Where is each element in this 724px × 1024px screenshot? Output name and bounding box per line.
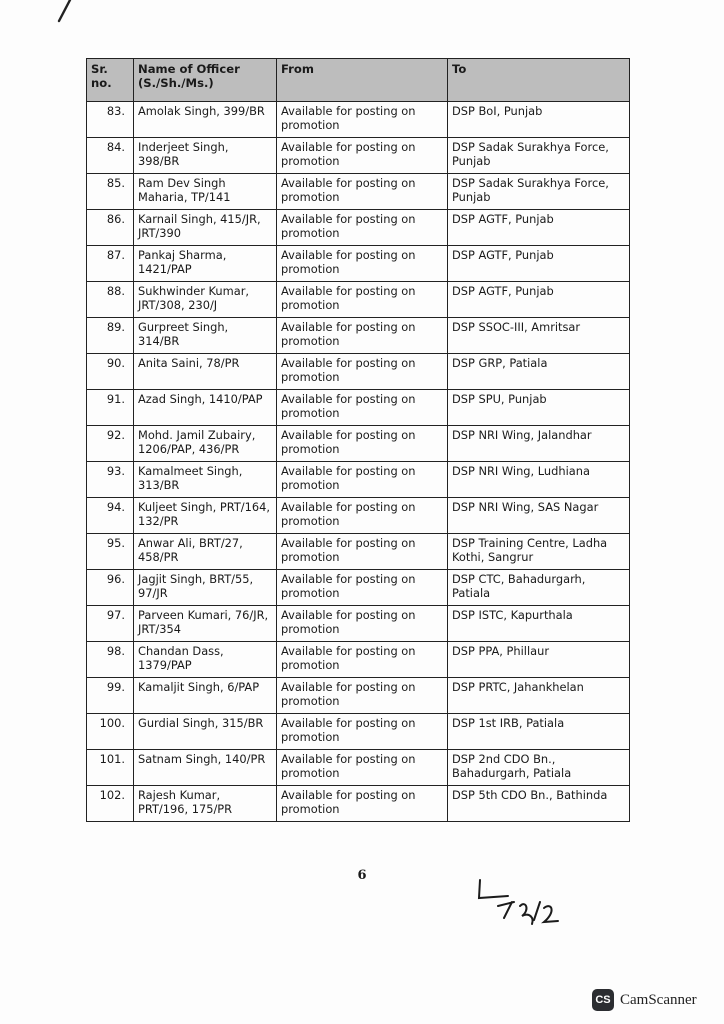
row-sr-no: 92. — [87, 426, 134, 462]
row-from: Available for posting on promotion — [277, 534, 448, 570]
row-officer-name: Rajesh Kumar, PRT/196, 175/PR — [134, 786, 277, 822]
row-officer-name: Kuljeet Singh, PRT/164, 132/PR — [134, 498, 277, 534]
posting-table-container — [86, 58, 630, 822]
row-sr-no: 94. — [87, 498, 134, 534]
row-officer-name: Chandan Dass, 1379/PAP — [134, 642, 277, 678]
header-from: From — [277, 59, 448, 102]
table-row — [87, 570, 630, 606]
table-row — [87, 282, 630, 318]
row-to: DSP 5th CDO Bn., Bathinda — [448, 786, 630, 822]
camscanner-logo-icon: CS — [592, 989, 614, 1011]
table-body — [87, 102, 630, 822]
posting-table — [86, 58, 630, 822]
row-from: Available for posting on promotion — [277, 174, 448, 210]
row-sr-no: 95. — [87, 534, 134, 570]
row-to: DSP AGTF, Punjab — [448, 246, 630, 282]
camscanner-label: CamScanner — [620, 991, 697, 1008]
row-officer-name: Kamaljit Singh, 6/PAP — [134, 678, 277, 714]
row-from: Available for posting on promotion — [277, 606, 448, 642]
row-officer-name: Pankaj Sharma, 1421/PAP — [134, 246, 277, 282]
header-name-of-officer: Name of Officer (S./Sh./Ms.) — [134, 59, 277, 102]
row-to: DSP NRI Wing, SAS Nagar — [448, 498, 630, 534]
row-from: Available for posting on promotion — [277, 102, 448, 138]
table-row — [87, 354, 630, 390]
header-to: To — [448, 59, 630, 102]
row-officer-name: Jagjit Singh, BRT/55, 97/JR — [134, 570, 277, 606]
row-sr-no: 87. — [87, 246, 134, 282]
row-from: Available for posting on promotion — [277, 714, 448, 750]
row-from: Available for posting on promotion — [277, 390, 448, 426]
page-number: 6 — [357, 868, 367, 883]
row-to: DSP 1st IRB, Patiala — [448, 714, 630, 750]
row-to: DSP NRI Wing, Ludhiana — [448, 462, 630, 498]
row-to: DSP AGTF, Punjab — [448, 282, 630, 318]
table-row — [87, 642, 630, 678]
row-from: Available for posting on promotion — [277, 282, 448, 318]
row-sr-no: 89. — [87, 318, 134, 354]
row-sr-no: 90. — [87, 354, 134, 390]
table-row — [87, 390, 630, 426]
row-to: DSP SPU, Punjab — [448, 390, 630, 426]
row-sr-no: 101. — [87, 750, 134, 786]
row-officer-name: Anita Saini, 78/PR — [134, 354, 277, 390]
handwritten-signature — [474, 872, 574, 934]
table-row — [87, 606, 630, 642]
row-from: Available for posting on promotion — [277, 642, 448, 678]
pen-stroke-mark — [56, 0, 72, 24]
row-sr-no: 93. — [87, 462, 134, 498]
row-from: Available for posting on promotion — [277, 210, 448, 246]
row-from: Available for posting on promotion — [277, 786, 448, 822]
table-row — [87, 246, 630, 282]
row-from: Available for posting on promotion — [277, 570, 448, 606]
row-to: DSP 2nd CDO Bn., Bahadurgarh, Patiala — [448, 750, 630, 786]
row-to: DSP BoI, Punjab — [448, 102, 630, 138]
table-row — [87, 210, 630, 246]
row-sr-no: 99. — [87, 678, 134, 714]
row-to: DSP ISTC, Kapurthala — [448, 606, 630, 642]
row-sr-no: 100. — [87, 714, 134, 750]
row-officer-name: Ram Dev Singh Maharia, TP/141 — [134, 174, 277, 210]
table-row — [87, 678, 630, 714]
row-to: DSP CTC, Bahadurgarh, Patiala — [448, 570, 630, 606]
row-sr-no: 97. — [87, 606, 134, 642]
row-from: Available for posting on promotion — [277, 750, 448, 786]
row-officer-name: Mohd. Jamil Zubairy, 1206/PAP, 436/PR — [134, 426, 277, 462]
row-officer-name: Anwar Ali, BRT/27, 458/PR — [134, 534, 277, 570]
row-to: DSP PRTC, Jahankhelan — [448, 678, 630, 714]
row-from: Available for posting on promotion — [277, 354, 448, 390]
row-officer-name: Parveen Kumari, 76/JR, JRT/354 — [134, 606, 277, 642]
row-to: DSP NRI Wing, Jalandhar — [448, 426, 630, 462]
table-row — [87, 138, 630, 174]
table-row — [87, 750, 630, 786]
row-from: Available for posting on promotion — [277, 462, 448, 498]
row-sr-no: 91. — [87, 390, 134, 426]
row-to: DSP GRP, Patiala — [448, 354, 630, 390]
row-officer-name: Kamalmeet Singh, 313/BR — [134, 462, 277, 498]
header-sr-no: Sr. no. — [87, 59, 134, 102]
row-from: Available for posting on promotion — [277, 138, 448, 174]
row-officer-name: Amolak Singh, 399/BR — [134, 102, 277, 138]
row-from: Available for posting on promotion — [277, 678, 448, 714]
row-from: Available for posting on promotion — [277, 246, 448, 282]
row-officer-name: Satnam Singh, 140/PR — [134, 750, 277, 786]
table-row — [87, 498, 630, 534]
row-from: Available for posting on promotion — [277, 498, 448, 534]
row-sr-no: 86. — [87, 210, 134, 246]
row-officer-name: Gurdial Singh, 315/BR — [134, 714, 277, 750]
row-to: DSP AGTF, Punjab — [448, 210, 630, 246]
table-row — [87, 786, 630, 822]
table-row — [87, 534, 630, 570]
row-to: DSP SSOC-III, Amritsar — [448, 318, 630, 354]
table-row — [87, 174, 630, 210]
row-officer-name: Sukhwinder Kumar, JRT/308, 230/J — [134, 282, 277, 318]
row-to: DSP Sadak Surakhya Force, Punjab — [448, 174, 630, 210]
row-sr-no: 84. — [87, 138, 134, 174]
row-officer-name: Gurpreet Singh, 314/BR — [134, 318, 277, 354]
row-sr-no: 102. — [87, 786, 134, 822]
table-header-row — [87, 59, 630, 102]
row-from: Available for posting on promotion — [277, 426, 448, 462]
table-row — [87, 102, 630, 138]
row-sr-no: 88. — [87, 282, 134, 318]
row-sr-no: 96. — [87, 570, 134, 606]
row-to: DSP Training Centre, Ladha Kothi, Sangrur — [448, 534, 630, 570]
row-sr-no: 85. — [87, 174, 134, 210]
row-to: DSP PPA, Phillaur — [448, 642, 630, 678]
row-officer-name: Karnail Singh, 415/JR, JRT/390 — [134, 210, 277, 246]
row-sr-no: 83. — [87, 102, 134, 138]
table-row — [87, 318, 630, 354]
row-officer-name: Inderjeet Singh, 398/BR — [134, 138, 277, 174]
row-officer-name: Azad Singh, 1410/PAP — [134, 390, 277, 426]
row-to: DSP Sadak Surakhya Force, Punjab — [448, 138, 630, 174]
row-sr-no: 98. — [87, 642, 134, 678]
table-row — [87, 426, 630, 462]
row-from: Available for posting on promotion — [277, 318, 448, 354]
camscanner-watermark — [592, 988, 697, 1012]
table-row — [87, 462, 630, 498]
table-row — [87, 714, 630, 750]
